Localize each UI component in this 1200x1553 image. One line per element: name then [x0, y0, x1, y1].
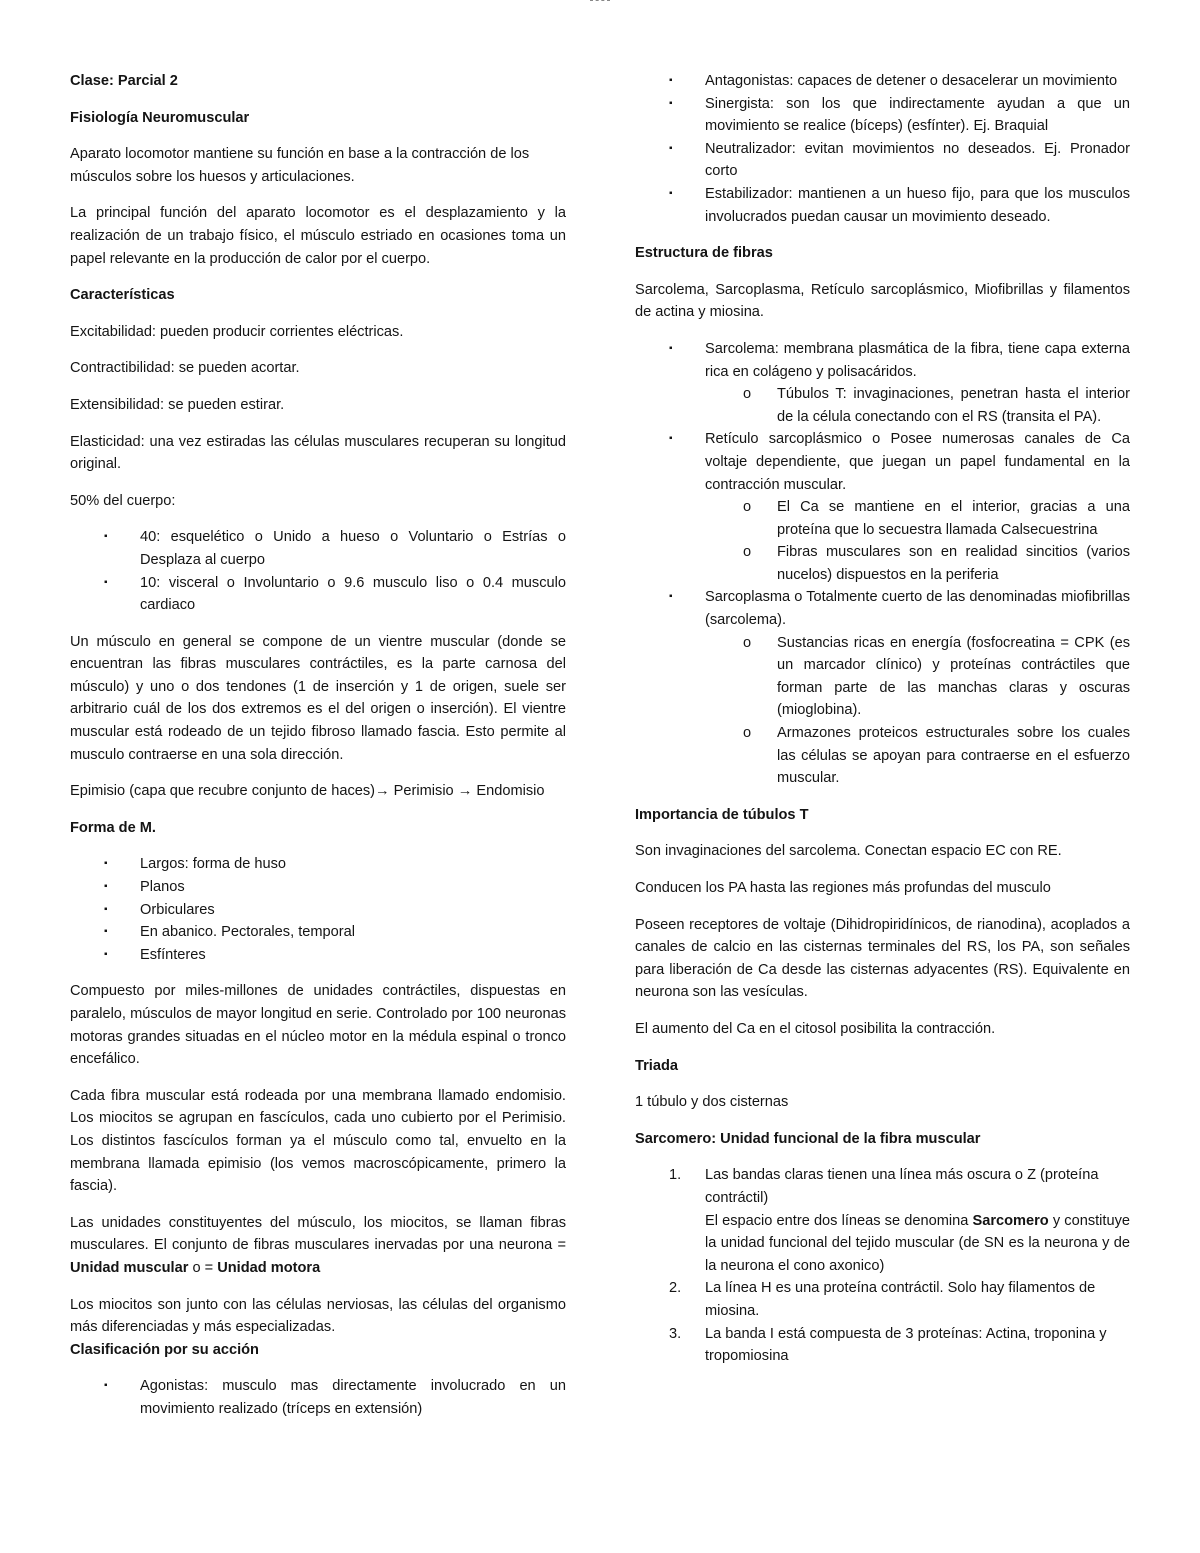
elasticidad-text: Elasticidad: una vez estiradas las células musculares recuperan su longitud original.: [70, 433, 566, 473]
list-item: ▪ Planos: [70, 876, 566, 899]
sub-list: [705, 496, 1130, 586]
excitabilidad-text: Excitabilidad: pueden producir corrientes eléctricas.: [70, 323, 404, 340]
sub-list-item: o Túbulos T: invaginaciones, penetran hasta el interior de la célula conectando con el RS (transita el PA).: [705, 383, 1130, 428]
sarcomero-text-pre: El espacio entre dos líneas se denomina: [705, 1212, 973, 1229]
unidades-connector: o =: [188, 1259, 218, 1276]
list-item: ▪ Estabilizador: mantienen a un hueso fijo, para que los musculos involucrados puedan causar un movimiento deseado.: [635, 183, 1130, 228]
tubulos-text-1: Son invaginaciones del sarcolema. Conectan espacio EC con RE.: [635, 843, 1062, 860]
heading-forma: Forma de M.: [70, 819, 156, 836]
list-item: [635, 1277, 1130, 1322]
heading-sarcomero: Sarcomero: Unidad funcional de la fibra muscular: [635, 1130, 981, 1147]
sub-list-item: o Armazones proteicos estructurales sobre los cuales las células se apoyan para contraerse en el esfuerzo muscular.: [705, 722, 1130, 790]
item-number: 1.: [669, 1167, 682, 1184]
clase-label: Clase: Parcial 2: [70, 73, 178, 89]
paragraph-epimisio: Epimisio (capa que recubre conjunto de haces)→ Perimisio → Endomisio: [70, 783, 545, 800]
list-item: [635, 338, 1130, 428]
list-item: ▪ Neutralizador: evitan movimientos no deseados. Ej. Pronador corto: [635, 138, 1130, 183]
sarcomero-text-3: La banda I está compuesta de 3 proteínas: Actina, troponina y tropomiosina: [705, 1325, 1107, 1365]
item-number: 3.: [669, 1325, 682, 1342]
unidad-motora-term: Unidad motora: [217, 1259, 321, 1276]
unidad-muscular-term: Unidad muscular: [70, 1259, 189, 1276]
unidades-text: Las unidades constituyentes del músculo, los miocitos, se llaman fibras musculares. El conjunto de fibras musculares inervadas por una neurona =: [70, 1214, 566, 1254]
cuerpo-heading: 50% del cuerpo:: [70, 492, 176, 509]
triada-text: 1 túbulo y dos cisternas: [635, 1094, 789, 1111]
sub-list: [705, 632, 1130, 790]
tubulos-text-2: Conducen los PA hasta las regiones más profundas del musculo: [635, 880, 1051, 896]
item-number: 2.: [669, 1280, 682, 1297]
sarcomero-text-2: La línea H es una proteína contráctil. Solo hay filamentos de miosina.: [705, 1280, 1096, 1319]
list-item: ▪ Sinergista: son los que indirectamente ayudan a que un movimiento se realice (bíceps) (esfínter). Ej. Braquial: [635, 93, 1130, 138]
list-item: ▪ Esfínteres: [70, 944, 566, 967]
sarcomero-text-1a: Las bandas claras tienen una línea más oscura o Z (proteína contráctil): [705, 1167, 1099, 1206]
forma-list: [70, 853, 566, 966]
list-item: [635, 1164, 1130, 1277]
sarcomero-list: [635, 1164, 1130, 1367]
list-item: ▪ Agonistas: musculo mas directamente involucrado en un movimiento realizado (tríceps en extensión): [70, 1375, 566, 1420]
sub-list-item: o Fibras musculares son en realidad sincitios (varios nucelos) dispuestos en la periferia: [705, 541, 1130, 586]
heading-tubulos: Importancia de túbulos T: [635, 806, 809, 823]
paragraph-funcion: La principal función del aparato locomotor es el desplazamiento y la realización de un trabajo físico, el músculo estriado en ocasiones toma un papel relevante en la producción de calor por el cuerpo.: [70, 205, 566, 267]
paragraph-aparato: Aparato locomotor mantiene su función en base a la contracción de los músculos sobre los huesos y articulaciones.: [70, 146, 530, 185]
right-column: [635, 70, 1130, 1368]
heading-caracteristicas: Características: [70, 287, 175, 304]
paragraph-musculo: Un músculo en general se compone de un vientre muscular (donde se encuentran las fibras musculares contráctiles, es la parte carnosa del músculo) y uno o dos tendones (1 de inserción y 1 de origen, suele ser arbitrario cuál de los dos extremos es el del origen o inserción). El vientre muscular está rodeado de un tejido fibroso llamado fascia. Esto permite al musculo contraerse en una sola dirección.: [70, 633, 566, 763]
sarcomero-text-post: y constituye la unidad funcional del tejido muscular (de SN es la neurona y de la neurona el cono axonico): [705, 1212, 1130, 1274]
list-item: ▪ 40: esquelético o Unido a hueso o Voluntario o Estrías o Desplaza al cuerpo: [70, 526, 566, 571]
list-item: [635, 1323, 1130, 1368]
page-top-mark: [590, 0, 610, 3]
sarcomero-text-1b: [705, 1210, 1130, 1278]
extensibilidad-text: Extensibilidad: se pueden estirar.: [70, 396, 285, 413]
left-column: [70, 70, 566, 1435]
tubulos-text-4: El aumento del Ca en el citosol posibilita la contracción.: [635, 1020, 996, 1037]
cuerpo-list: [70, 526, 566, 616]
tubulos-text-3: Poseen receptores de voltaje (Dihidropiridínicos, de rianodina), acoplados a canales de calcio en las cisternas terminales del RS, los PA, son señales para liberación de Ca desde las cisternas adyacentes (RS). Equivalente en neurona son las vesículas.: [635, 916, 1130, 1001]
paragraph-miocitos: Los miocitos son junto con las células nerviosas, las células del organismo más diferenciadas y más especializadas.: [70, 1296, 566, 1336]
paragraph-unidades: [70, 1212, 566, 1280]
reticulo-text: Retículo sarcoplásmico o Posee numerosas canales de Ca voltaje dependiente, que juegan un papel fundamental en la contracción muscular.: [705, 431, 1130, 493]
list-item: [635, 586, 1130, 789]
paragraph-compuesto: Compuesto por miles-millones de unidades contráctiles, dispuestas en paralelo, músculos de mayor longitud en serie. Controlado por 100 neuronas motoras grandes situadas en el núcleo motor en la médula espinal o tronco encefálico.: [70, 983, 566, 1068]
list-item: ▪ Orbiculares: [70, 899, 566, 922]
sarcomero-term: Sarcomero: [972, 1212, 1049, 1229]
sub-list: [705, 383, 1130, 428]
paragraph-fibra: Cada fibra muscular está rodeada por una membrana llamado endomisio. Los miocitos se agrupan en fascículos, cada uno cubierto por el Perimisio. Los distintos fascículos forman ya el músculo como tal, envuelto en la membrana llamada epimisio (los vemos macroscópicamente, primero la fascia).: [70, 1087, 566, 1195]
contractibilidad-text: Contractibilidad: se pueden acortar.: [70, 360, 300, 377]
accion-list: [635, 70, 1130, 228]
sarcolema-text: Sarcolema: membrana plasmática de la fibra, tiene capa externa rica en colágeno y polisacáridos.: [705, 340, 1130, 380]
sub-list-item: o El Ca se mantiene en el interior, gracias a una proteína que lo secuestra llamada Calsecuestrina: [705, 496, 1130, 541]
agonistas-list: [70, 1375, 566, 1420]
list-item: ▪ Antagonistas: capaces de detener o desacelerar un movimiento: [635, 70, 1130, 93]
heading-clasificacion: Clasificación por su acción: [70, 1341, 259, 1358]
list-item: ▪ 10: visceral o Involuntario o 9.6 musculo liso o 0.4 musculo cardiaco: [70, 572, 566, 617]
list-item: [635, 428, 1130, 586]
list-item: ▪ Largos: forma de huso: [70, 853, 566, 876]
sarcoplasma-text: Sarcoplasma o Totalmente cuerto de las denominadas miofibrillas (sarcolema).: [705, 589, 1130, 629]
paragraph-estructura: Sarcolema, Sarcoplasma, Retículo sarcoplásmico, Miofibrillas y filamentos de actina y miosina.: [635, 281, 1130, 321]
page-title: Fisiología Neuromuscular: [70, 109, 250, 126]
heading-estructura: Estructura de fibras: [635, 245, 773, 262]
list-item: ▪ En abanico. Pectorales, temporal: [70, 921, 566, 944]
estructura-list: [635, 338, 1130, 790]
sub-list-item: o Sustancias ricas en energía (fosfocreatina = CPK (es un marcador clínico) y proteínas contráctiles que forman parte de las manchas claras y oscuras (mioglobina).: [705, 632, 1130, 722]
heading-triada: Triada: [635, 1057, 678, 1074]
